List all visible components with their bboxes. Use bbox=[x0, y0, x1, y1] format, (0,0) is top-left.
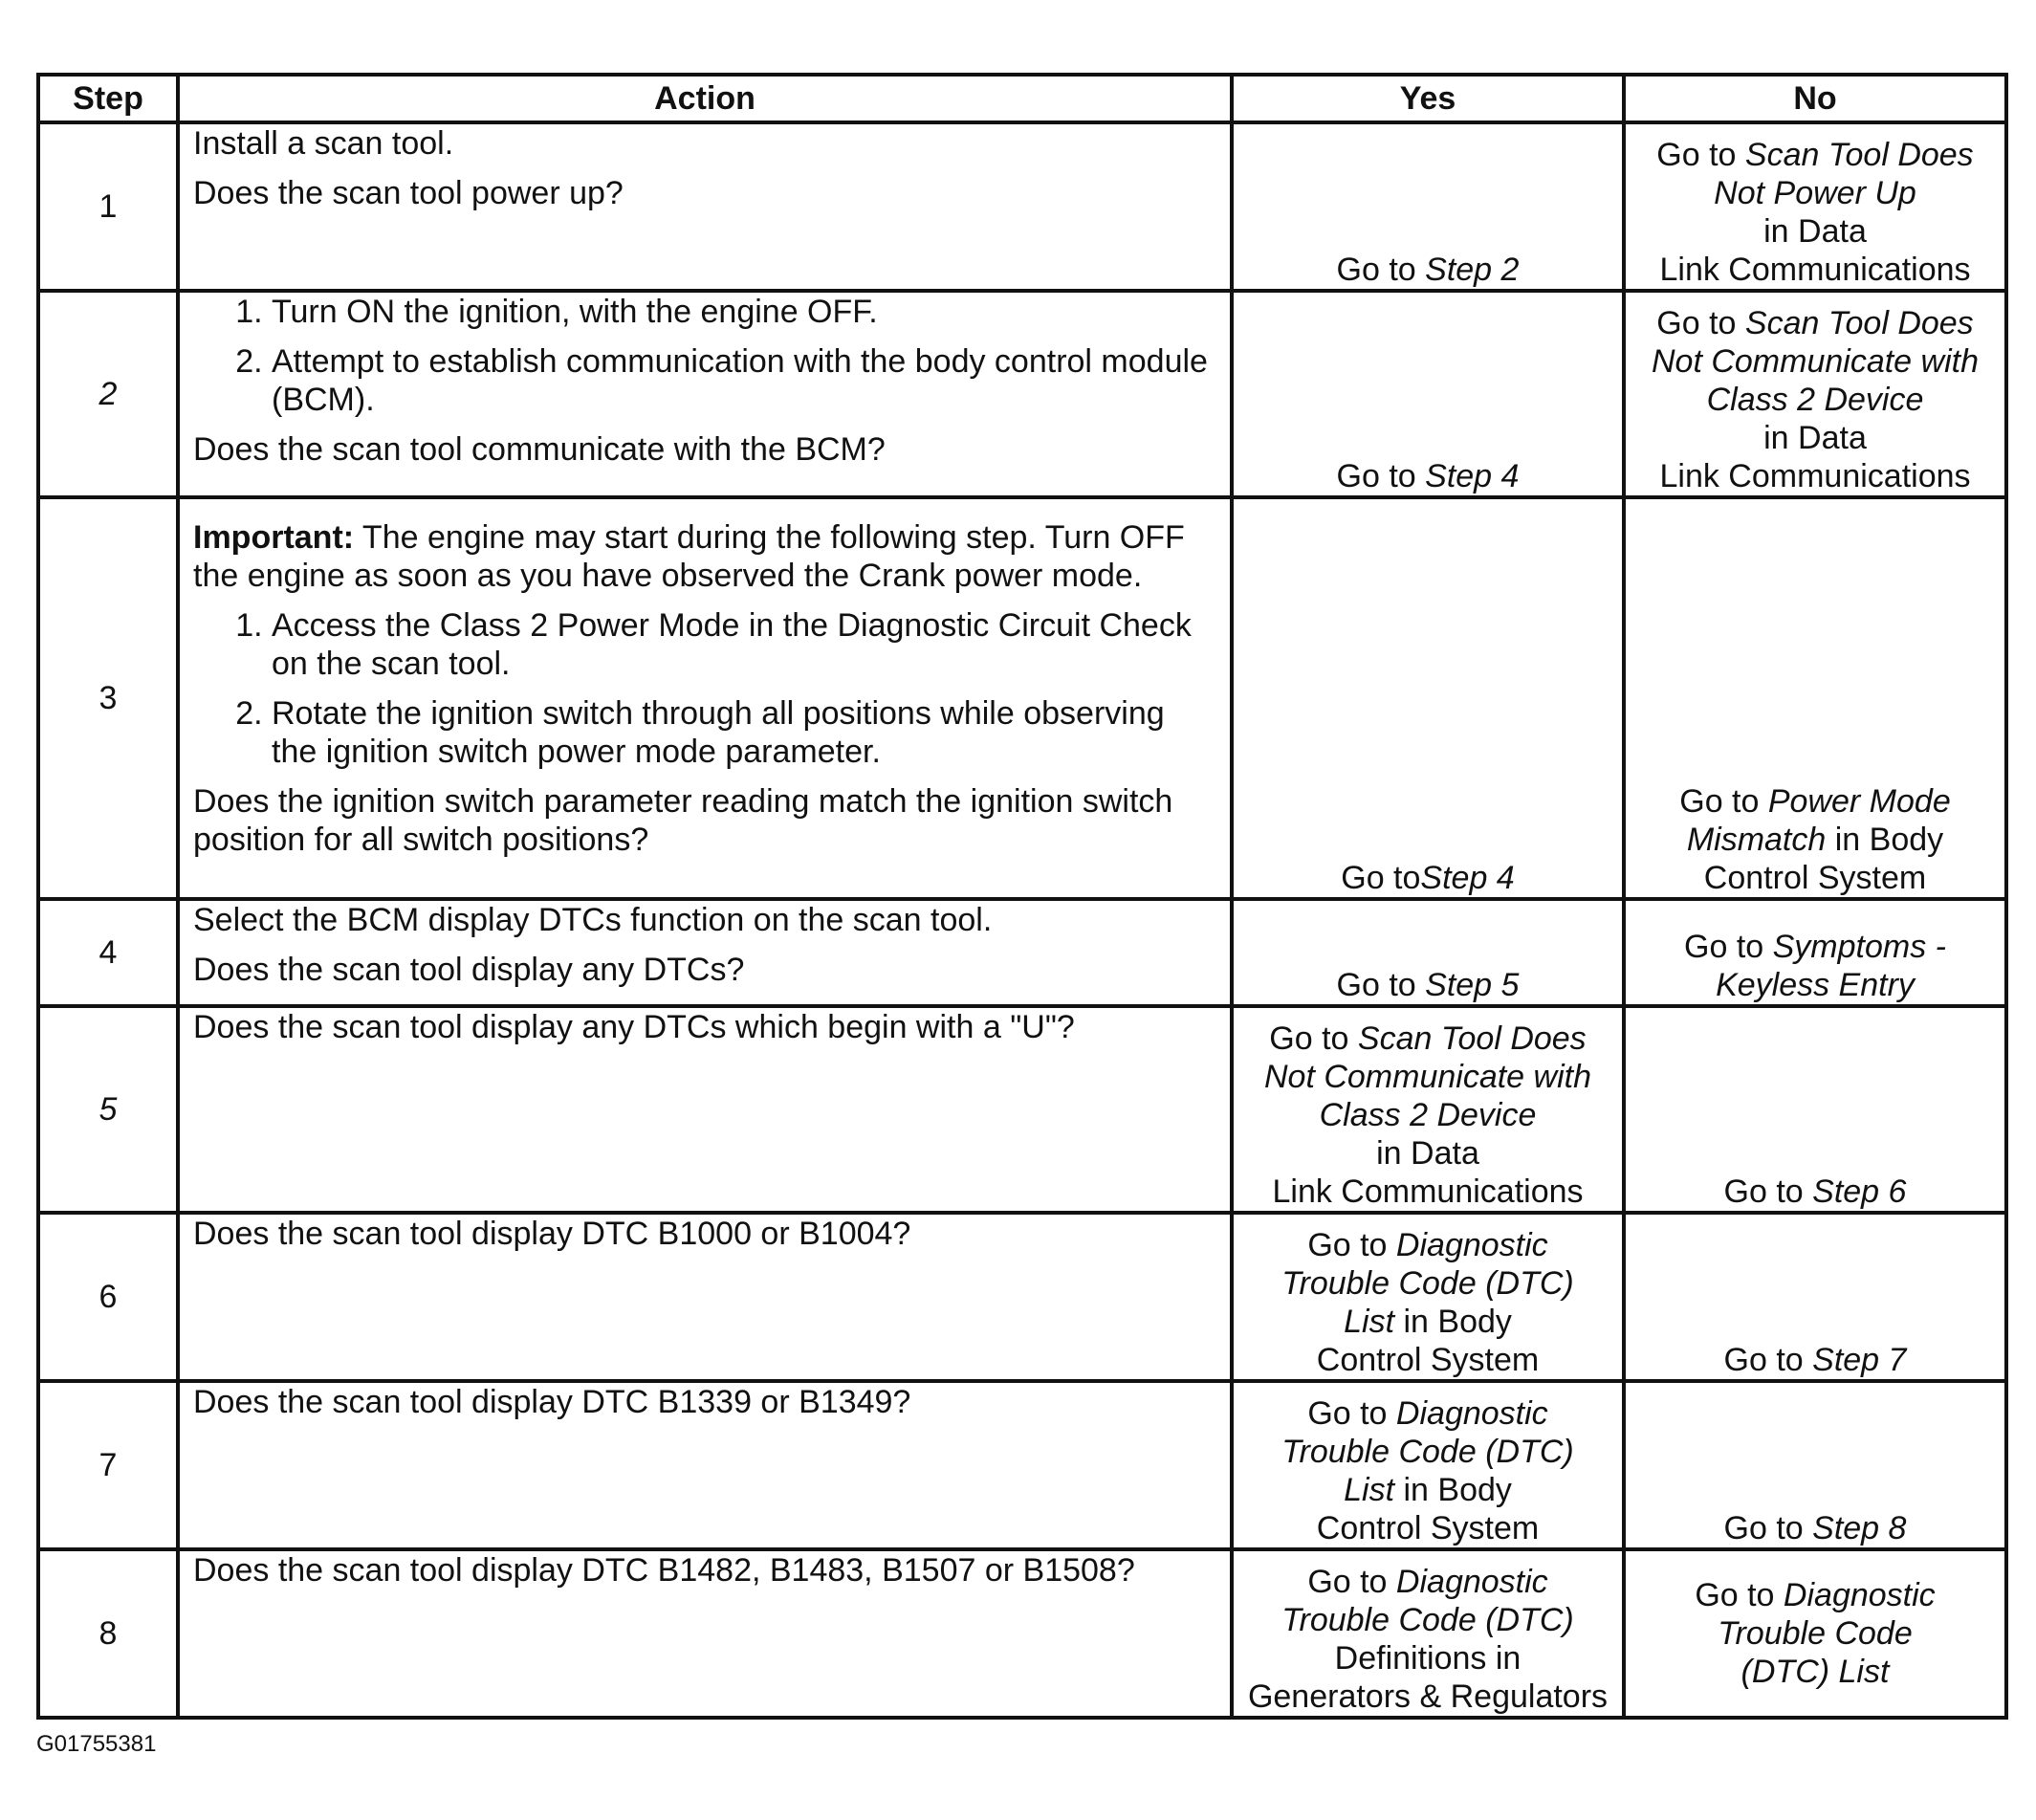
yes-instruction: Go to Step 5 bbox=[1336, 967, 1520, 1003]
reference-link[interactable]: Trouble Code bbox=[1718, 1615, 1913, 1652]
important-note: Important: The engine may start during the following step. Turn OFF the engine as soon as you have observed the Crank power mode. bbox=[193, 519, 1185, 594]
action-steps-list bbox=[193, 606, 1216, 771]
step-link[interactable]: Step 6 bbox=[1812, 1173, 1907, 1210]
reference-link[interactable]: Diagnostic bbox=[1395, 1564, 1548, 1600]
reference-link[interactable]: Power Mode bbox=[1767, 783, 1951, 820]
action-question: Does the scan tool display any DTCs which begin with a "U"? bbox=[193, 1009, 1075, 1045]
table-row bbox=[38, 1213, 2006, 1381]
diagnostic-table bbox=[36, 73, 2008, 1720]
step-number: 6 bbox=[38, 1213, 178, 1381]
step-number: 4 bbox=[38, 899, 178, 1006]
action-question: Does the scan tool power up? bbox=[193, 175, 624, 211]
action-question: Does the scan tool display DTC B1482, B1483, B1507 or B1508? bbox=[193, 1552, 1135, 1589]
header-no: No bbox=[1624, 75, 2006, 122]
reference-link[interactable]: Symptoms - bbox=[1772, 929, 1946, 965]
action-cell bbox=[178, 122, 1232, 291]
action-cell bbox=[178, 899, 1232, 1006]
step-link[interactable]: Step 7 bbox=[1812, 1342, 1907, 1378]
step-number: 1 bbox=[38, 122, 178, 291]
list-item: 2. Attempt to establish communication with the body control module (BCM). bbox=[272, 342, 1216, 419]
no-cell: Go to Power Mode Mismatch in Body Control System bbox=[1624, 497, 2006, 899]
reference-link[interactable]: Not Communicate with bbox=[1263, 1059, 1591, 1095]
yes-cell: Go to Scan Tool Does Not Communicate with Class 2 Device in Data Link Communications bbox=[1232, 1006, 1624, 1213]
reference-link[interactable]: List bbox=[1344, 1472, 1395, 1508]
no-cell bbox=[1624, 1381, 2006, 1549]
action-cell bbox=[178, 1006, 1232, 1213]
action-question: Does the ignition switch parameter reading match the ignition switch position for all switch positions? bbox=[193, 783, 1173, 858]
action-cell bbox=[178, 497, 1232, 899]
yes-cell: Go to Diagnostic Trouble Code (DTC) List in Body Control System bbox=[1232, 1213, 1624, 1381]
yes-cell: Go to Diagnostic Trouble Code (DTC) Definitions in Generators & Regulators bbox=[1232, 1549, 1624, 1718]
yes-instruction: Go to Step 4 bbox=[1336, 458, 1520, 494]
action-text: Install a scan tool. bbox=[193, 125, 454, 162]
table-row bbox=[38, 1006, 2006, 1213]
no-cell: Go to Scan Tool Does Not Communicate with Class 2 Device in Data Link Communications bbox=[1624, 291, 2006, 497]
reference-link[interactable]: List bbox=[1344, 1304, 1395, 1340]
reference-link[interactable]: Diagnostic bbox=[1395, 1227, 1548, 1263]
action-cell bbox=[178, 1213, 1232, 1381]
list-item: 1. Turn ON the ignition, with the engine OFF. bbox=[272, 293, 1216, 331]
list-item: 1. Access the Class 2 Power Mode in the Diagnostic Circuit Check on the scan tool. bbox=[272, 606, 1216, 683]
action-text: Select the BCM display DTCs function on the scan tool. bbox=[193, 902, 993, 938]
reference-link[interactable]: Mismatch bbox=[1686, 822, 1827, 858]
table-row bbox=[38, 899, 2006, 1006]
reference-link[interactable]: Scan Tool Does bbox=[1744, 137, 1974, 173]
header-yes: Yes bbox=[1232, 75, 1624, 122]
list-item: 2. Rotate the ignition switch through all positions while observing the ignition switch power mode parameter. bbox=[272, 694, 1216, 771]
action-question: Does the scan tool display DTC B1339 or B1349? bbox=[193, 1384, 911, 1420]
no-cell bbox=[1624, 1213, 2006, 1381]
header-row bbox=[38, 75, 2006, 122]
reference-link[interactable]: Not Power Up bbox=[1714, 175, 1916, 211]
step-number: 2 bbox=[38, 291, 178, 497]
action-cell bbox=[178, 1549, 1232, 1718]
reference-link[interactable]: Diagnostic bbox=[1395, 1395, 1548, 1432]
yes-cell: Go to Diagnostic Trouble Code (DTC) List in Body Control System bbox=[1232, 1381, 1624, 1549]
reference-link[interactable]: Diagnostic bbox=[1783, 1577, 1936, 1613]
table-row bbox=[38, 1381, 2006, 1549]
header-step: Step bbox=[38, 75, 178, 122]
step-link[interactable]: Step 5 bbox=[1425, 967, 1520, 1003]
header-action: Action bbox=[178, 75, 1232, 122]
no-instruction: Go to Step 6 bbox=[1723, 1173, 1907, 1210]
step-link[interactable]: Step 4 bbox=[1420, 860, 1515, 896]
table-row bbox=[38, 497, 2006, 899]
reference-link[interactable]: Keyless Entry bbox=[1716, 967, 1915, 1003]
reference-link[interactable]: Scan Tool Does bbox=[1744, 305, 1974, 341]
action-cell bbox=[178, 1381, 1232, 1549]
yes-instruction: Go to Step 2 bbox=[1336, 252, 1520, 288]
no-instruction: Go to Step 7 bbox=[1723, 1342, 1907, 1378]
no-cell: Go to Diagnostic Trouble Code (DTC) List bbox=[1624, 1549, 2006, 1718]
step-number: 8 bbox=[38, 1549, 178, 1718]
table-row bbox=[38, 122, 2006, 291]
yes-cell bbox=[1232, 497, 1624, 899]
action-question: Does the scan tool display any DTCs? bbox=[193, 952, 745, 988]
no-instruction: Go to Step 8 bbox=[1723, 1510, 1907, 1546]
reference-link[interactable]: Trouble Code (DTC) bbox=[1281, 1265, 1574, 1302]
reference-link[interactable]: Scan Tool Does bbox=[1357, 1020, 1587, 1057]
reference-link[interactable]: Class 2 Device bbox=[1706, 382, 1924, 418]
action-question: Does the scan tool communicate with the BCM? bbox=[193, 431, 886, 468]
step-number: 5 bbox=[38, 1006, 178, 1213]
step-link[interactable]: Step 4 bbox=[1425, 458, 1520, 494]
reference-link[interactable]: Trouble Code (DTC) bbox=[1281, 1434, 1574, 1470]
reference-link[interactable]: Class 2 Device bbox=[1319, 1097, 1537, 1133]
important-label: Important: bbox=[193, 519, 355, 556]
reference-link[interactable]: Not Communicate with bbox=[1651, 343, 1979, 380]
no-cell: Go to Scan Tool Does Not Power Up in Data Link Communications bbox=[1624, 122, 2006, 291]
step-number: 7 bbox=[38, 1381, 178, 1549]
figure-id: G01755381 bbox=[36, 1731, 157, 1757]
table-row bbox=[38, 291, 2006, 497]
action-cell bbox=[178, 291, 1232, 497]
yes-cell bbox=[1232, 122, 1624, 291]
reference-link[interactable]: Trouble Code (DTC) bbox=[1281, 1602, 1574, 1638]
action-steps-list bbox=[193, 293, 1216, 419]
yes-cell bbox=[1232, 291, 1624, 497]
no-cell bbox=[1624, 1006, 2006, 1213]
step-link[interactable]: Step 8 bbox=[1812, 1510, 1907, 1546]
step-number: 3 bbox=[38, 497, 178, 899]
step-link[interactable]: Step 2 bbox=[1425, 252, 1520, 288]
table-row bbox=[38, 1549, 2006, 1718]
yes-cell bbox=[1232, 899, 1624, 1006]
yes-instruction: Go toStep 4 bbox=[1341, 860, 1515, 896]
reference-link[interactable]: (DTC) List bbox=[1740, 1654, 1890, 1690]
action-question: Does the scan tool display DTC B1000 or B1004? bbox=[193, 1216, 911, 1252]
no-cell: Go to Symptoms - Keyless Entry bbox=[1624, 899, 2006, 1006]
